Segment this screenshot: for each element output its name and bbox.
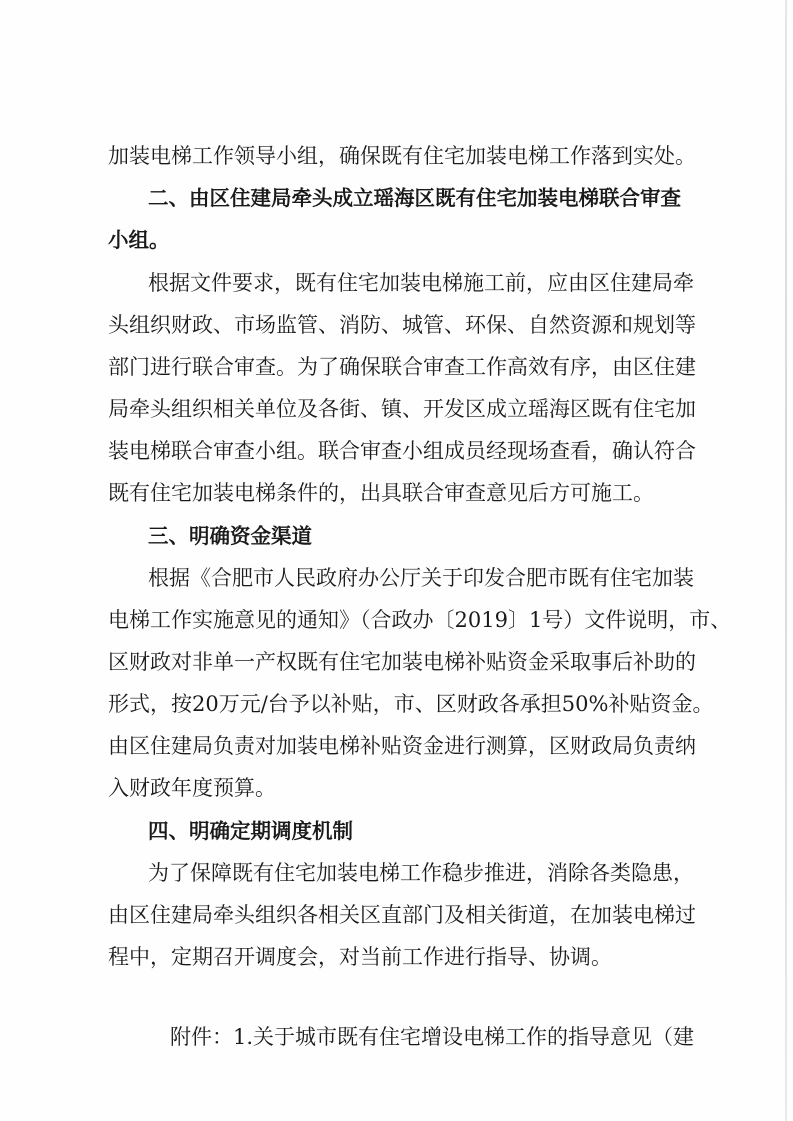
- paragraph-line: 装电梯联合审查小组。联合审查小组成员经现场查看，确认符合: [108, 439, 696, 463]
- paragraph-line: 部门进行联合审查。为了确保联合审查工作高效有序，由区住建: [108, 355, 696, 379]
- paragraph-line: 既有住宅加装电梯条件的，出具联合审查意见后方可施工。: [108, 481, 654, 505]
- paragraph-line: 加装电梯工作领导小组，确保既有住宅加装电梯工作落到实处。: [108, 144, 696, 168]
- paragraph-line: 电梯工作实施意见的通知》（合政办〔2019〕1号）文件说明，市、: [108, 608, 732, 632]
- section-heading-4: 四、明确定期调度机制: [148, 819, 353, 843]
- paragraph-line: 形式，按20万元/台予以补贴，市、区财政各承担50%补贴资金。: [108, 692, 714, 716]
- scan-edge-shadow: [785, 0, 787, 1121]
- paragraph-line: 局牵头组织相关单位及各街、镇、开发区成立瑶海区既有住宅加: [108, 397, 696, 421]
- paragraph-line: 头组织财政、市场监管、消防、城管、环保、自然资源和规划等: [108, 313, 696, 337]
- paragraph-line: 由区住建局牵头组织各相关区直部门及相关街道，在加装电梯过: [108, 903, 696, 927]
- paragraph-line: 由区住建局负责对加装电梯补贴资金进行测算，区财政局负责纳: [108, 734, 696, 758]
- section-heading-2: 二、由区住建局牵头成立瑶海区既有住宅加装电梯联合审查: [148, 186, 681, 210]
- section-heading-3: 三、明确资金渠道: [148, 524, 312, 548]
- paragraph-line: 根据《合肥市人民政府办公厅关于印发合肥市既有住宅加装: [148, 566, 694, 590]
- paragraph-line: 程中，定期召开调度会，对当前工作进行指导、协调。: [108, 945, 612, 969]
- attachment-line: 附件：1.关于城市既有住宅增设电梯工作的指导意见（建: [170, 1025, 695, 1049]
- paragraph-line: 区财政对非单一产权既有住宅加装电梯补贴资金采取事后补助的: [108, 650, 696, 674]
- section-heading-2-continuation: 小组。: [108, 228, 170, 252]
- paragraph-line: 为了保障既有住宅加装电梯工作稳步推进，消除各类隐患，: [148, 861, 694, 885]
- paragraph-line: 入财政年度预算。: [108, 776, 276, 800]
- paragraph-line: 根据文件要求，既有住宅加装电梯施工前，应由区住建局牵: [148, 271, 694, 295]
